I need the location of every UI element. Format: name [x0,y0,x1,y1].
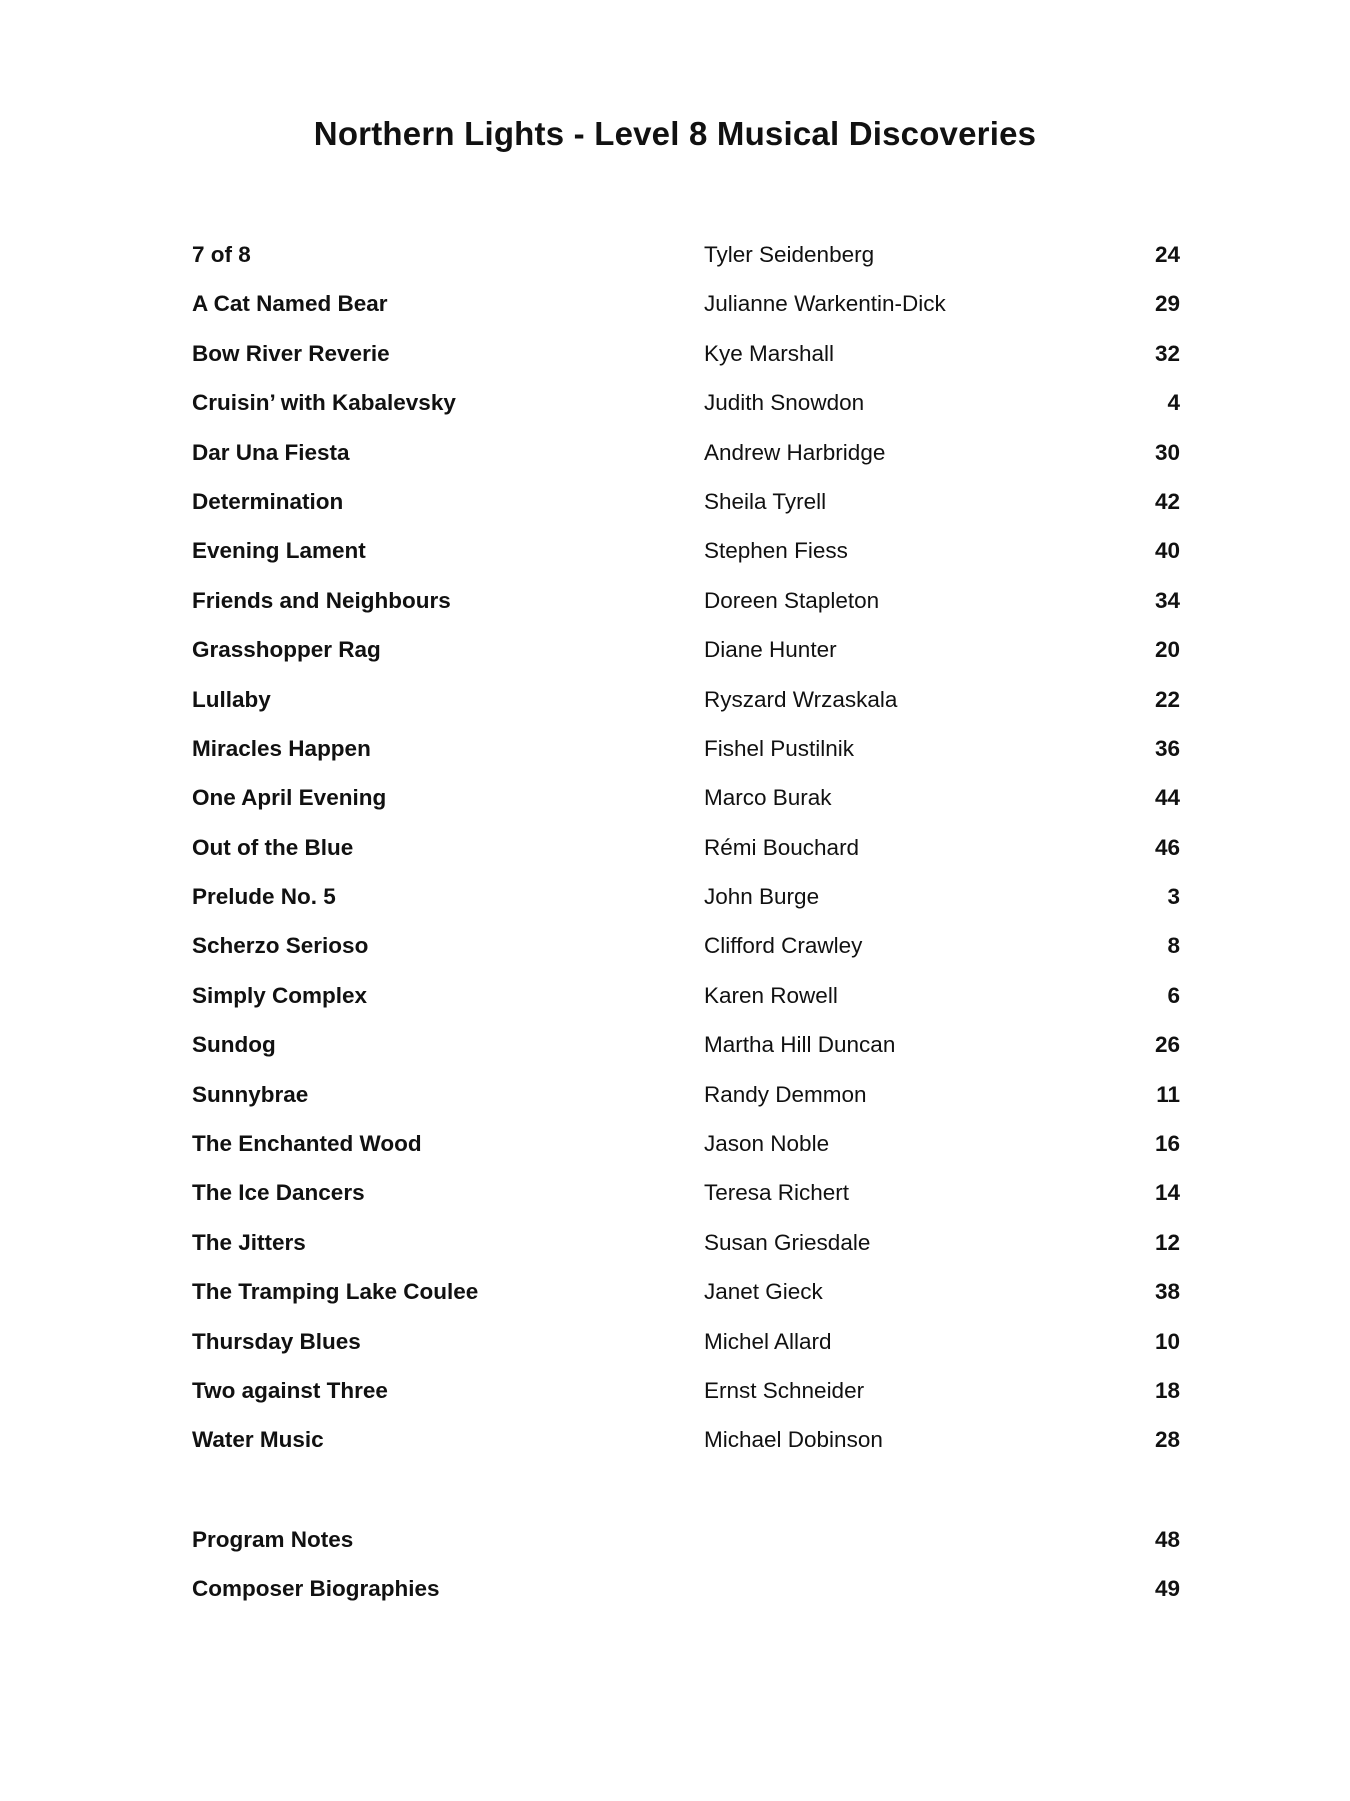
composer-cell [704,734,1132,764]
page-number: 10 [1154,1328,1180,1354]
page-number: 30 [1154,439,1180,465]
toc-entry[interactable] [192,536,1180,585]
toc-extra-entry[interactable] [192,1574,1180,1623]
composer-cell [704,586,1132,616]
toc-entry[interactable] [192,1376,1180,1425]
title-cell [192,339,704,369]
toc-entry[interactable] [192,487,1180,536]
composer-cell [704,240,1132,270]
toc-entry[interactable] [192,1327,1180,1376]
page-number: 18 [1154,1377,1180,1403]
toc-entries [192,240,1180,1475]
title-cell [192,833,704,863]
title-cell [192,685,704,715]
composer-name: Kye Marshall [704,339,840,369]
toc-entry[interactable] [192,734,1180,783]
composer-name: Julianne Warkentin-Dick [704,289,952,319]
composer-cell [704,635,1132,665]
composer-name: Michael Dobinson [704,1425,889,1455]
page-number: 20 [1154,637,1180,663]
composer-name: Ernst Schneider [704,1376,870,1406]
toc-entry[interactable] [192,586,1180,635]
page-title: Northern Lights - Level 8 Musical Discoveries [313,115,1037,152]
page-number: 48 [1154,1526,1180,1552]
page-number: 29 [1154,291,1180,317]
toc-entry[interactable] [192,1228,1180,1277]
toc-extras [192,1525,1180,1624]
page-number: 16 [1154,1131,1180,1157]
piece-title: Simply Complex [192,981,373,1011]
composer-name: Martha Hill Duncan [704,1030,901,1060]
page-number: 34 [1154,587,1180,613]
toc-entry[interactable] [192,1425,1180,1474]
toc-entry[interactable] [192,931,1180,980]
page-number: 42 [1154,488,1180,514]
title-cell [192,487,704,517]
composer-name: Clifford Crawley [704,931,868,961]
composer-cell [704,783,1132,813]
piece-title: Water Music [192,1425,330,1455]
title-cell [192,1129,704,1159]
title-cell [192,1376,704,1406]
page-number: 8 [1167,933,1180,959]
toc-entry[interactable] [192,388,1180,437]
composer-cell [704,289,1132,319]
composer-cell [704,1080,1132,1110]
toc-entry[interactable] [192,1129,1180,1178]
piece-title: Sundog [192,1030,282,1060]
piece-title: Out of the Blue [192,833,359,863]
piece-title: Sunnybrae [192,1080,314,1110]
piece-title: One April Evening [192,783,392,813]
title-cell [192,289,704,319]
toc-entry[interactable] [192,1080,1180,1129]
section-title: Program Notes [192,1525,359,1555]
page-number: 11 [1156,1081,1180,1107]
piece-title: Thursday Blues [192,1327,367,1357]
title-cell [192,1525,1132,1555]
composer-name: John Burge [704,882,825,912]
toc-entry[interactable] [192,1030,1180,1079]
composer-name: Jason Noble [704,1129,835,1159]
page-number: 36 [1154,735,1180,761]
composer-cell [704,833,1132,863]
toc-entry[interactable] [192,339,1180,388]
toc-entry[interactable] [192,882,1180,931]
section-title: Composer Biographies [192,1574,446,1604]
toc-extra-entry[interactable] [192,1525,1180,1574]
toc-entry[interactable] [192,783,1180,832]
composer-cell [704,882,1132,912]
composer-name: Teresa Richert [704,1178,855,1208]
title-cell [192,536,704,566]
title-cell [192,734,704,764]
composer-cell [704,438,1132,468]
composer-cell [704,388,1132,418]
composer-cell [704,981,1132,1011]
toc-entry[interactable] [192,1178,1180,1227]
piece-title: Determination [192,487,349,517]
title-cell [192,1178,704,1208]
title-cell [192,1425,704,1455]
piece-title: A Cat Named Bear [192,289,393,319]
composer-cell [704,339,1132,369]
composer-cell [704,1425,1132,1455]
composer-name: Janet Gieck [704,1277,829,1307]
title-cell [192,1228,704,1258]
composer-name: Stephen Fiess [704,536,854,566]
title-cell [192,1327,704,1357]
composer-cell [704,1277,1132,1307]
title-cell [192,981,704,1011]
page-number: 28 [1154,1427,1180,1453]
page-number: 46 [1154,834,1180,860]
page-number: 32 [1154,340,1180,366]
page-number: 6 [1167,982,1180,1008]
page-number: 38 [1154,1279,1180,1305]
piece-title: The Enchanted Wood [192,1129,428,1159]
piece-title: The Ice Dancers [192,1178,371,1208]
composer-name: Susan Griesdale [704,1228,876,1258]
composer-cell [704,1030,1132,1060]
piece-title: Bow River Reverie [192,339,396,369]
page-number: 24 [1154,242,1180,267]
composer-name: Fishel Pustilnik [704,734,860,764]
title-cell [192,240,704,270]
piece-title: Friends and Neighbours [192,586,457,616]
composer-cell [704,931,1132,961]
title-cell [192,1030,704,1060]
composer-cell [704,1376,1132,1406]
page-number: 44 [1154,785,1180,811]
toc-entry[interactable] [192,289,1180,338]
composer-name: Tyler Seidenberg [704,240,880,270]
composer-name: Judith Snowdon [704,388,870,418]
composer-name: Doreen Stapleton [704,586,885,616]
toc-entry[interactable] [192,833,1180,882]
composer-name: Marco Burak [704,783,838,813]
composer-cell [704,1178,1132,1208]
section-gap [192,1475,1180,1525]
title-cell [192,1080,704,1110]
title-cell [192,438,704,468]
composer-name: Randy Demmon [704,1080,873,1110]
page-number: 22 [1154,686,1180,712]
piece-title: Lullaby [192,685,277,715]
composer-cell [704,1129,1132,1159]
composer-name: Sheila Tyrell [704,487,832,517]
composer-name: Diane Hunter [704,635,843,665]
page-number: 4 [1167,390,1180,416]
toc-entry[interactable] [192,1277,1180,1326]
piece-title: Grasshopper Rag [192,635,387,665]
composer-cell [704,685,1132,715]
composer-name: Karen Rowell [704,981,844,1011]
table-of-contents [192,240,1180,1624]
page-number: 12 [1154,1229,1180,1255]
title-cell [192,783,704,813]
composer-name: Rémi Bouchard [704,833,865,863]
piece-title: Dar Una Fiesta [192,438,356,468]
page-number: 49 [1154,1576,1180,1602]
piece-title: Evening Lament [192,536,372,566]
piece-title: Scherzo Serioso [192,931,374,961]
page-number: 40 [1154,538,1180,564]
piece-title: Cruisin’ with Kabalevsky [192,388,462,418]
piece-title: Miracles Happen [192,734,377,764]
composer-name: Andrew Harbridge [704,438,891,468]
composer-name: Ryszard Wrzaskala [704,685,903,715]
piece-title: Prelude No. 5 [192,882,342,912]
title-cell [192,586,704,616]
title-cell [192,1277,704,1307]
composer-cell [704,536,1132,566]
piece-title: The Tramping Lake Coulee [192,1277,484,1307]
toc-entry[interactable] [192,438,1180,487]
page-number: 14 [1154,1180,1180,1206]
title-cell [192,635,704,665]
toc-entry[interactable] [192,635,1180,684]
title-cell [192,882,704,912]
page-number: 26 [1154,1032,1180,1058]
title-cell [192,931,704,961]
composer-cell [704,1228,1132,1258]
composer-name: Michel Allard [704,1327,838,1357]
composer-cell [704,487,1132,517]
toc-entry[interactable] [192,685,1180,734]
page-number: 3 [1167,884,1180,910]
title-cell [192,388,704,418]
composer-cell [704,1327,1132,1357]
piece-title: The Jitters [192,1228,312,1258]
piece-title: 7 of 8 [192,240,257,270]
toc-entry[interactable] [192,240,1180,289]
toc-entry[interactable] [192,981,1180,1030]
title-cell [192,1574,1132,1604]
piece-title: Two against Three [192,1376,394,1406]
